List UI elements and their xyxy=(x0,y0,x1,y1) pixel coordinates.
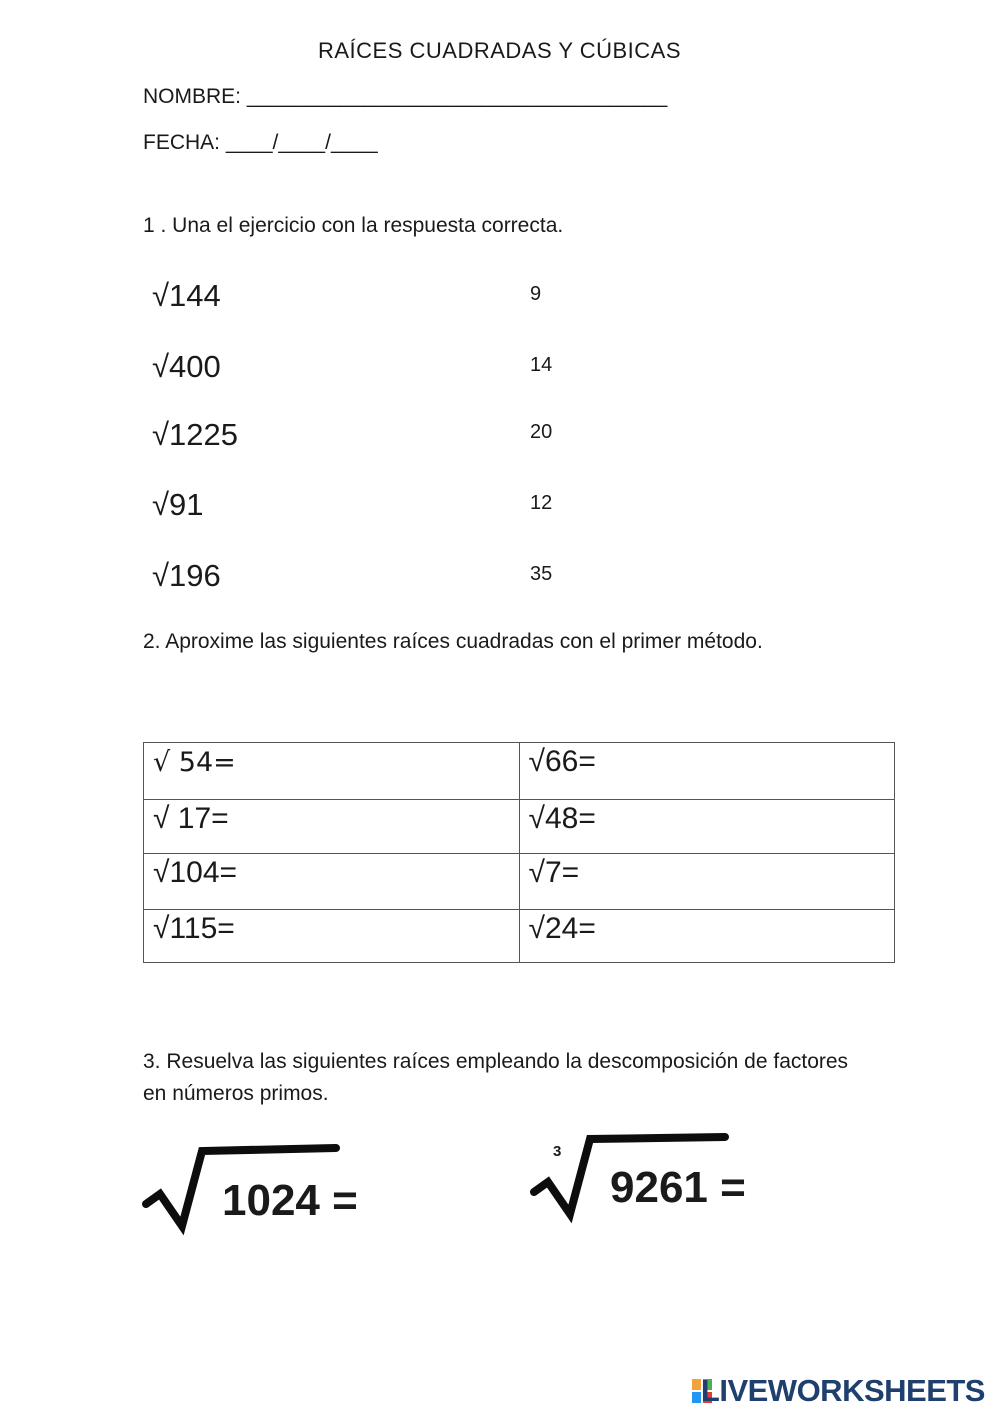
answer-option[interactable]: 35 xyxy=(530,563,553,585)
table-cell[interactable]: √115= xyxy=(144,910,520,963)
cube-root-expression[interactable]: 9261 = xyxy=(610,1163,746,1212)
table-cell[interactable]: √ 17= xyxy=(144,800,520,854)
brand-logo-text: LIVEWORKSHEETS xyxy=(700,1373,985,1408)
table-cell[interactable]: √24= xyxy=(519,910,895,963)
square-root-expression[interactable]: 1024 = xyxy=(222,1176,358,1225)
answer-option[interactable]: 14 xyxy=(530,354,553,376)
answer-option[interactable]: 20 xyxy=(530,421,553,443)
question-1-instruction: 1 . Una el ejercicio con la respuesta correcta. xyxy=(143,214,564,237)
exercise-sqrt-196[interactable]: √196 xyxy=(152,558,221,593)
exercise-sqrt-91[interactable]: √91 xyxy=(152,487,204,522)
table-cell[interactable]: √48= xyxy=(519,800,895,854)
table-cell[interactable]: √104= xyxy=(144,854,520,910)
question-2-instruction: 2. Aproxime las siguientes raíces cuadradas con el primer método. xyxy=(143,630,763,653)
answer-option[interactable]: 9 xyxy=(530,283,542,305)
date-field[interactable]: FECHA: ____/____/____ xyxy=(143,131,378,154)
exercise-sqrt-1225[interactable]: √1225 xyxy=(152,417,238,452)
name-field[interactable]: NOMBRE: ____________________________________ xyxy=(143,85,668,108)
cube-root-index: 3 xyxy=(553,1143,562,1160)
worksheet-title: RAÍCES CUADRADAS Y CÚBICAS xyxy=(317,38,682,63)
table-cell[interactable]: √ 54= xyxy=(144,743,520,800)
approximation-table xyxy=(143,742,895,963)
exercise-sqrt-400[interactable]: √400 xyxy=(152,349,221,384)
exercise-sqrt-144[interactable]: √144 xyxy=(152,278,221,313)
question-3-instruction: 3. Resuelva las siguientes raíces empleando la descomposición de factores en números primos. xyxy=(143,1050,849,1105)
answer-option[interactable]: 12 xyxy=(530,492,553,514)
table-cell[interactable]: √7= xyxy=(519,854,895,910)
table-cell[interactable]: √66= xyxy=(519,743,895,800)
